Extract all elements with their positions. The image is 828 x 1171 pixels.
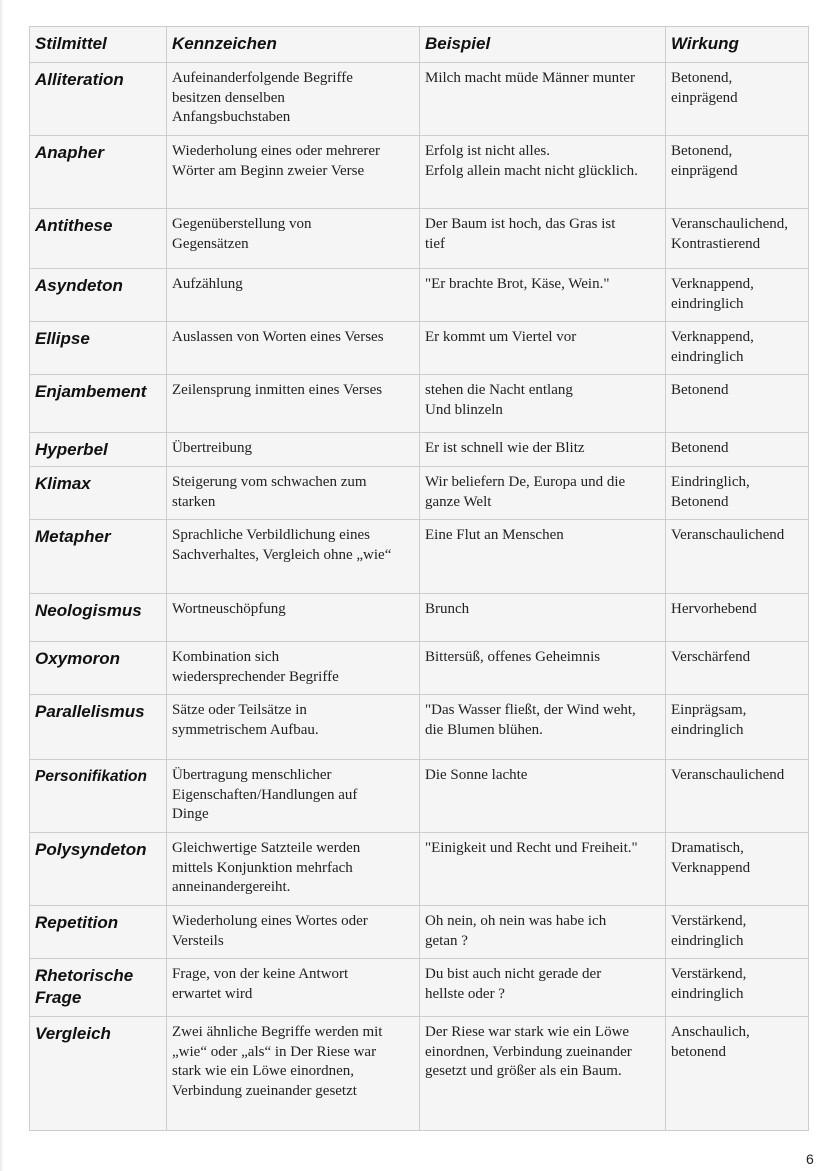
wirkung-cell: Betonend, einprägend: [666, 63, 809, 136]
beispiel-cell: Oh nein, oh nein was habe ich getan ?: [420, 906, 666, 959]
kennzeichen-cell: Aufeinanderfolgende Begriffe besitzen denselben Anfangsbuchstaben: [167, 63, 420, 136]
term-cell: Antithese: [30, 209, 167, 269]
wirkung-cell: Betonend: [666, 375, 809, 433]
term-cell: Metapher: [30, 520, 167, 594]
wirkung-cell: Verstärkend, eindringlich: [666, 906, 809, 959]
term-cell: Polysyndeton: [30, 833, 167, 906]
beispiel-cell: Erfolg ist nicht alles. Erfolg allein macht nicht glücklich.: [420, 136, 666, 209]
beispiel-cell: Der Baum ist hoch, das Gras ist tief: [420, 209, 666, 269]
beispiel-cell: Die Sonne lachte: [420, 760, 666, 833]
header-beispiel: Beispiel: [420, 27, 666, 63]
wirkung-cell: Betonend, einprägend: [666, 136, 809, 209]
kennzeichen-cell: Aufzählung: [167, 269, 420, 322]
table-row: [30, 269, 809, 322]
table-row: [30, 760, 809, 833]
beispiel-cell: Brunch: [420, 594, 666, 642]
stilmittel-table: [29, 26, 809, 1131]
wirkung-cell: Eindringlich, Betonend: [666, 467, 809, 520]
term-cell: Klimax: [30, 467, 167, 520]
table-row: [30, 63, 809, 136]
table-row: [30, 833, 809, 906]
kennzeichen-cell: Auslassen von Worten eines Verses: [167, 322, 420, 375]
term-cell: Hyperbel: [30, 433, 167, 467]
wirkung-cell: Veranschaulichend: [666, 520, 809, 594]
table-row: [30, 467, 809, 520]
wirkung-cell: Veranschaulichend, Kontrastierend: [666, 209, 809, 269]
beispiel-cell: Du bist auch nicht gerade der hellste oder ?: [420, 959, 666, 1017]
table-row: [30, 520, 809, 594]
term-cell: Enjambement: [30, 375, 167, 433]
wirkung-cell: Anschaulich, betonend: [666, 1017, 809, 1131]
wirkung-cell: Betonend: [666, 433, 809, 467]
wirkung-cell: Veranschaulichend: [666, 760, 809, 833]
table-row: [30, 695, 809, 760]
table-row: [30, 136, 809, 209]
wirkung-cell: Verstärkend, eindringlich: [666, 959, 809, 1017]
term-cell: Ellipse: [30, 322, 167, 375]
term-cell: Asyndeton: [30, 269, 167, 322]
term-cell: Vergleich: [30, 1017, 167, 1131]
beispiel-cell: "Er brachte Brot, Käse, Wein.": [420, 269, 666, 322]
kennzeichen-cell: Wiederholung eines oder mehrerer Wörter am Beginn zweier Verse: [167, 136, 420, 209]
beispiel-cell: "Einigkeit und Recht und Freiheit.": [420, 833, 666, 906]
kennzeichen-cell: Kombination sich wiedersprechender Begriffe: [167, 642, 420, 695]
kennzeichen-cell: Wortneuschöpfung: [167, 594, 420, 642]
kennzeichen-cell: Frage, von der keine Antwort erwartet wird: [167, 959, 420, 1017]
wirkung-cell: Dramatisch, Verknappend: [666, 833, 809, 906]
beispiel-cell: Er kommt um Viertel vor: [420, 322, 666, 375]
page-edge-shadow: [0, 0, 4, 1171]
table-row: [30, 433, 809, 467]
kennzeichen-cell: Gegenüberstellung von Gegensätzen: [167, 209, 420, 269]
term-cell: Oxymoron: [30, 642, 167, 695]
term-cell: Anapher: [30, 136, 167, 209]
term-cell: Repetition: [30, 906, 167, 959]
kennzeichen-cell: Zeilensprung inmitten eines Verses: [167, 375, 420, 433]
beispiel-cell: Der Riese war stark wie ein Löwe einordnen, Verbindung zueinander gesetzt und größer als ein Baum.: [420, 1017, 666, 1131]
beispiel-cell: "Das Wasser fließt, der Wind weht, die Blumen blühen.: [420, 695, 666, 760]
table-row: [30, 642, 809, 695]
term-cell: Parallelismus: [30, 695, 167, 760]
table-row: [30, 906, 809, 959]
kennzeichen-cell: Sätze oder Teilsätze in symmetrischem Aufbau.: [167, 695, 420, 760]
header-stilmittel: Stilmittel: [30, 27, 167, 63]
wirkung-cell: Hervorhebend: [666, 594, 809, 642]
kennzeichen-cell: Steigerung vom schwachen zum starken: [167, 467, 420, 520]
wirkung-cell: Verschärfend: [666, 642, 809, 695]
table-header-row: [30, 27, 809, 63]
wirkung-cell: Einprägsam, eindringlich: [666, 695, 809, 760]
term-cell: Alliteration: [30, 63, 167, 136]
kennzeichen-cell: Übertreibung: [167, 433, 420, 467]
term-cell: Rhetorische Frage: [30, 959, 167, 1017]
beispiel-cell: Er ist schnell wie der Blitz: [420, 433, 666, 467]
beispiel-cell: Eine Flut an Menschen: [420, 520, 666, 594]
table-row: [30, 375, 809, 433]
wirkung-cell: Verknappend, eindringlich: [666, 269, 809, 322]
table-row: [30, 209, 809, 269]
kennzeichen-cell: Wiederholung eines Wortes oder Versteils: [167, 906, 420, 959]
wirkung-cell: Verknappend, eindringlich: [666, 322, 809, 375]
kennzeichen-cell: Sprachliche Verbildlichung eines Sachverhaltes, Vergleich ohne „wie“: [167, 520, 420, 594]
page-number: 6: [806, 1151, 814, 1167]
kennzeichen-cell: Gleichwertige Satzteile werden mittels Konjunktion mehrfach anneinandergereiht.: [167, 833, 420, 906]
beispiel-cell: Wir beliefern De, Europa und die ganze Welt: [420, 467, 666, 520]
header-wirkung: Wirkung: [666, 27, 809, 63]
term-cell: Neologismus: [30, 594, 167, 642]
term-cell: Personifikation: [30, 760, 167, 833]
beispiel-cell: Milch macht müde Männer munter: [420, 63, 666, 136]
table-row: [30, 1017, 809, 1131]
kennzeichen-cell: Zwei ähnliche Begriffe werden mit „wie“ oder „als“ in Der Riese war stark wie ein Löwe einordnen, Verbindung zueinander gesetzt: [167, 1017, 420, 1131]
table-row: [30, 959, 809, 1017]
beispiel-cell: stehen die Nacht entlang Und blinzeln: [420, 375, 666, 433]
kennzeichen-cell: Übertragung menschlicher Eigenschaften/Handlungen auf Dinge: [167, 760, 420, 833]
header-kennzeichen: Kennzeichen: [167, 27, 420, 63]
beispiel-cell: Bittersüß, offenes Geheimnis: [420, 642, 666, 695]
table-row: [30, 594, 809, 642]
table-row: [30, 322, 809, 375]
